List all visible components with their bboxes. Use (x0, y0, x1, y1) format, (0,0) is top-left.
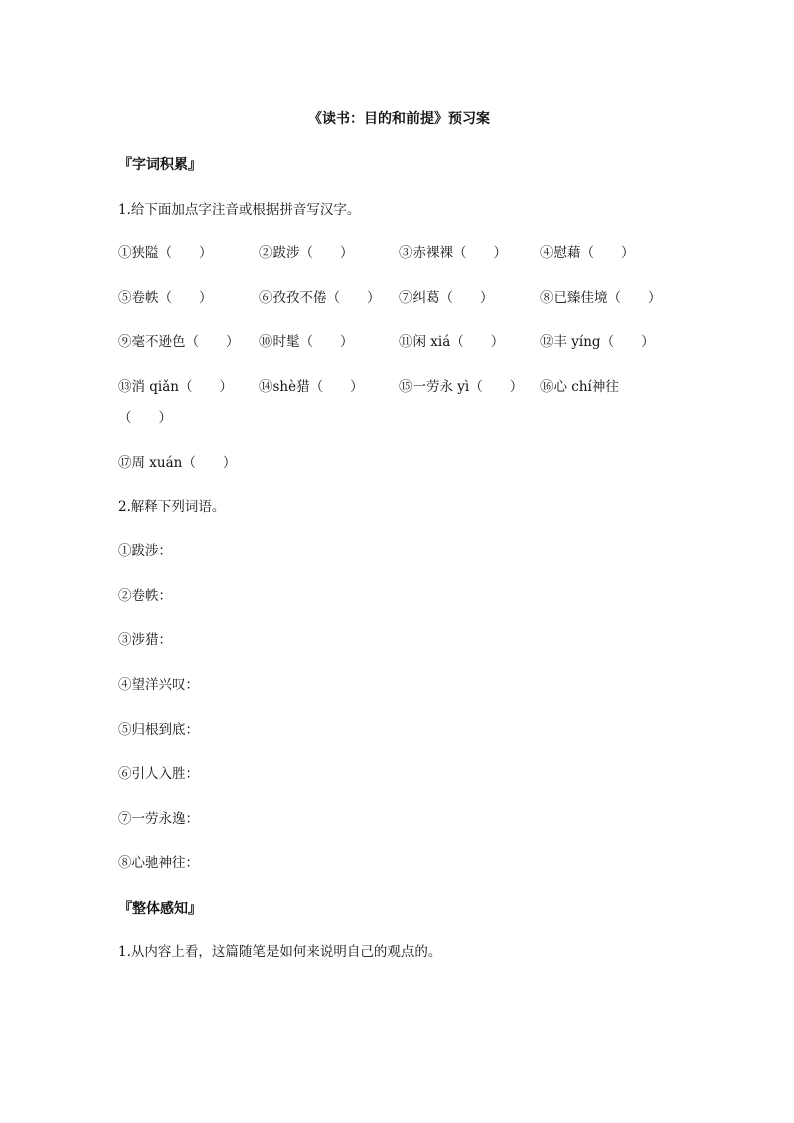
vocab-item: ⑤卷帙（ ） (118, 290, 213, 306)
section-heading-vocabulary: 『字词积累』 (118, 157, 202, 173)
vocab-item: ⑰周 xuán（ ） (118, 455, 237, 471)
vocab-item-continuation: （ ） (118, 410, 172, 426)
definition-item: ④望洋兴叹： (118, 677, 199, 693)
vocab-item: ⑮一劳永 yì（ ） (399, 379, 524, 395)
vocab-item: ⑭shè猎（ ） (259, 379, 364, 395)
definition-item: ①跋涉： (118, 543, 172, 559)
vocab-item: ⑧已臻佳境（ ） (540, 290, 662, 306)
vocab-item: ⑬消 qiǎn（ ） (118, 379, 233, 395)
vocab-item: ⑫丰 yíng（ ） (540, 334, 655, 350)
question-2-prompt: 2.解释下列词语。 (118, 499, 226, 515)
vocab-item: ④慰藉（ ） (540, 245, 635, 261)
vocab-item: ②跋涉（ ） (259, 245, 354, 261)
vocab-item: ⑦纠葛（ ） (399, 290, 494, 306)
doc-title: 《读书：目的和前提》预习案 (308, 111, 490, 127)
vocab-item: ③赤裸裸（ ） (399, 245, 507, 261)
vocab-item: ⑥孜孜不倦（ ） (259, 290, 381, 306)
vocab-item: ⑯心 chí神往 (540, 379, 619, 395)
definition-item: ⑧心驰神往： (118, 855, 199, 871)
question-1-prompt: 1.给下面加点字注音或根据拼音写汉字。 (118, 202, 361, 218)
vocab-item: ⑨毫不逊色（ ） (118, 334, 240, 350)
definition-item: ②卷帙： (118, 588, 172, 604)
definition-item: ⑥引人入胜： (118, 766, 199, 782)
definition-item: ⑤归根到底： (118, 722, 199, 738)
section-heading-overall-perception: 『整体感知』 (118, 901, 202, 917)
vocab-item: ⑪闲 xiá（ ） (399, 334, 505, 350)
definition-item: ⑦一劳永逸： (118, 811, 199, 827)
question-overall-1-prompt: 1.从内容上看，这篇随笔是如何来说明自己的观点的。 (118, 944, 442, 960)
vocab-item: ①狭隘（ ） (118, 245, 213, 261)
definition-item: ③涉猎： (118, 632, 172, 648)
vocab-item: ⑩时髦（ ） (259, 334, 354, 350)
